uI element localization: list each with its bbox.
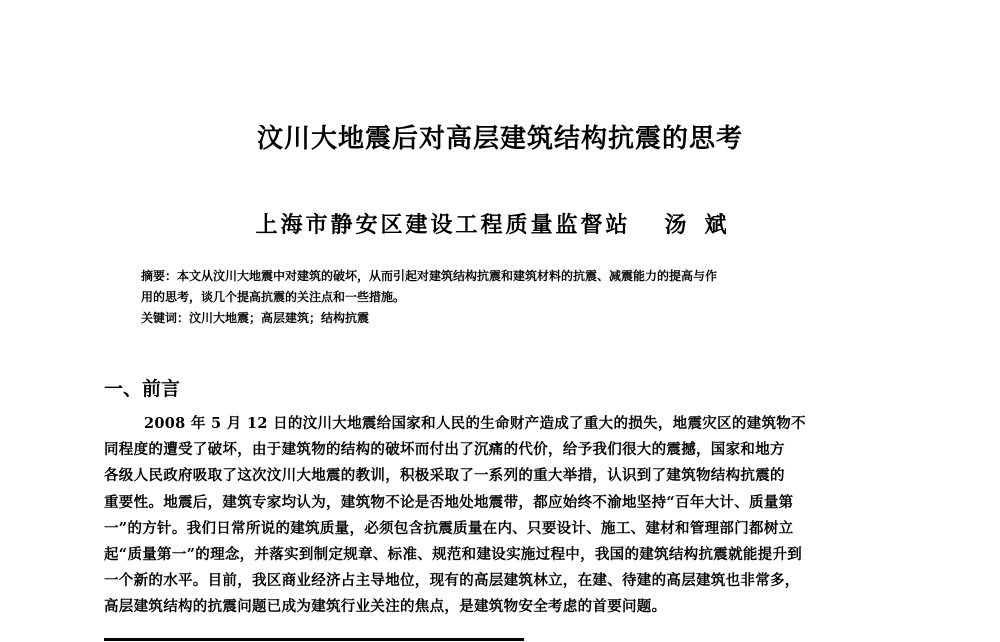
paper-title: 汶川大地震后对高层建筑结构抗震的思考	[256, 124, 743, 154]
body-line: 起“质量第一”的理念，并落实到制定规章、标准、规范和建设实施过程中，我国的建筑结构抗震就能提升到	[104, 546, 803, 564]
keywords-line	[141, 308, 876, 329]
author-name: 汤斌	[664, 212, 745, 238]
abstract-block	[141, 266, 876, 329]
affiliation: 上海市静安区建设工程质量监督站	[255, 212, 631, 238]
body-line: 一个新的水平。目前，我区商业经济占主导地位，现有的高层建筑林立，在建、待建的高层建筑也非常多，	[104, 572, 800, 590]
body-line: 一”的方针。我们日常所说的建筑质量，必须包含抗震质量在内、只要设计、施工、建材和管理部门都树立	[104, 519, 794, 537]
cutoff-next-heading	[104, 628, 524, 642]
abstract-text-1: 本文从汶川大地震中对建筑的破坏，从而引起对建筑结构抗震和建筑材料的抗震、减震能力的提高与作	[177, 269, 718, 283]
abstract-line-1	[141, 266, 876, 287]
body-line: 重要性。地震后，建筑专家均认为，建筑物不论是否地处地震带，都应始终不渝地坚持“百年大计、质量第	[104, 493, 794, 511]
keywords-text: 汶川大地震；高层建筑；结构抗震	[189, 311, 370, 325]
abstract-line-2: 用的思考，谈几个提高抗震的关注点和一些措施。	[141, 290, 406, 304]
byline	[0, 208, 1000, 239]
body-line: 同程度的遭受了破坏，由于建筑物的结构的破坏而付出了沉痛的代价，给予我们很大的震撼，国家和地方	[104, 441, 785, 459]
body-line: 高层建筑结构的抗震问题已成为建筑行业关注的焦点，是建筑物安全考虑的首要问题。	[104, 598, 667, 616]
body-line: 2008 年 5 月 12 日的汶川大地震给国家和人民的生命财产造成了重大的损失，地震灾区的建筑物不	[144, 415, 806, 432]
abstract-label: 摘要：	[141, 269, 178, 283]
section-heading: 一、前言	[104, 378, 181, 400]
body-line: 各级人民政府吸取了这次汶川大地震的教训，积极采取了一系列的重大举措，认识到了建筑物结构抗震的	[104, 467, 785, 485]
body-paragraph	[104, 411, 912, 621]
keywords-label: 关键词：	[141, 311, 190, 325]
